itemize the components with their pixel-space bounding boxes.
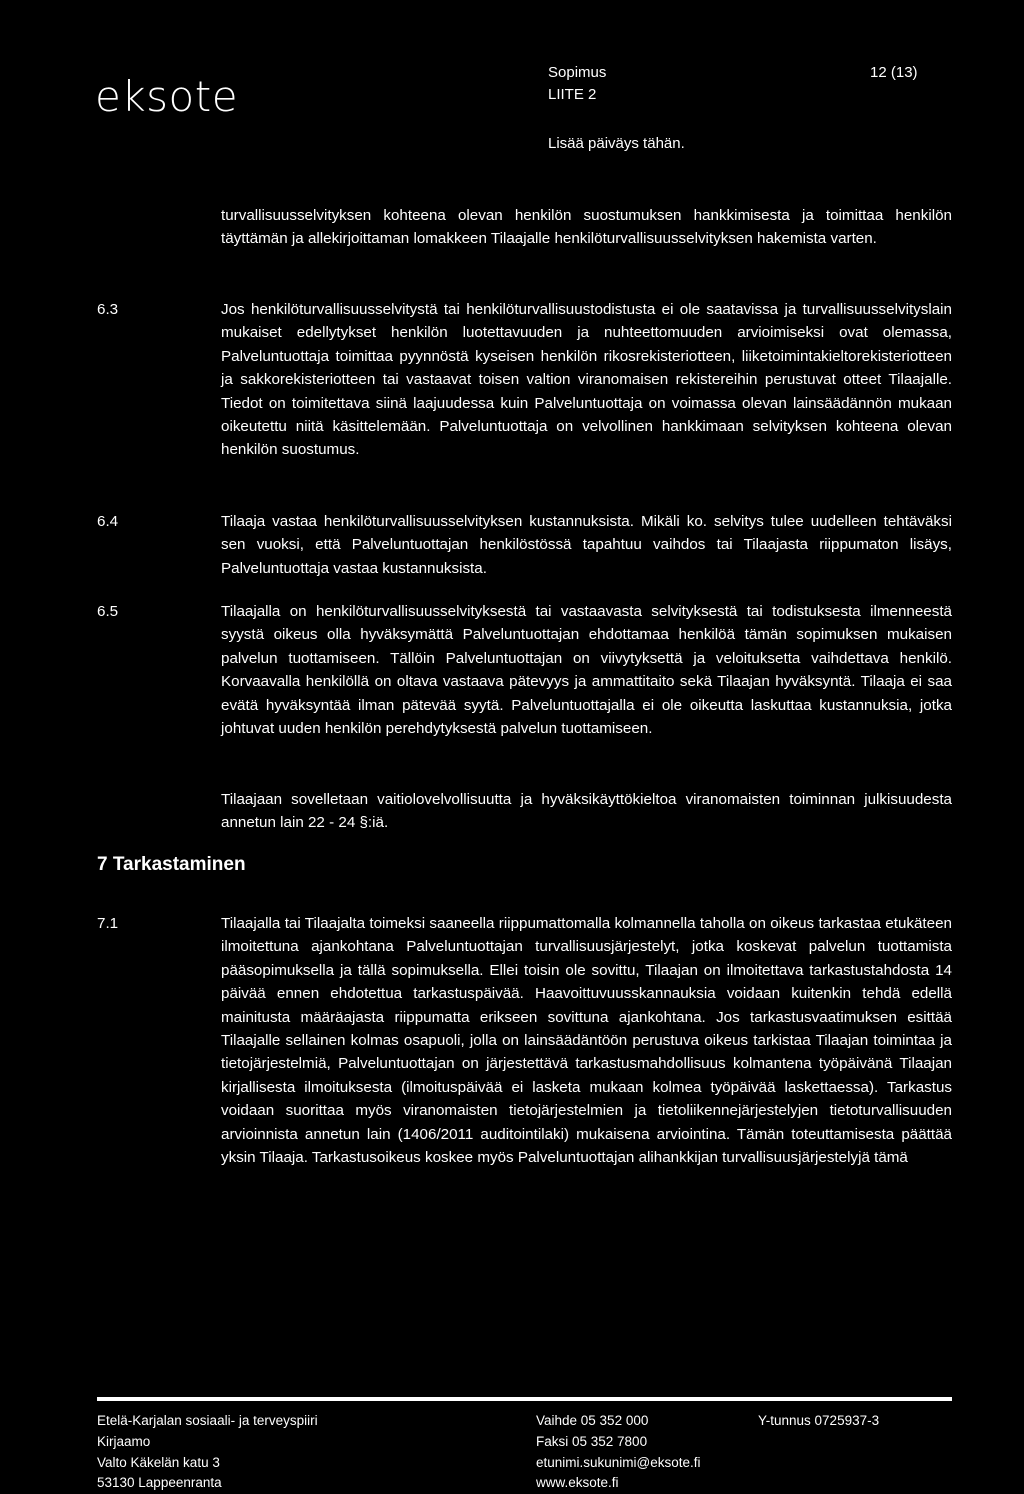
paragraph-7-1: Tilaajalla tai Tilaajalta toimeksi saaneella riippumattomalla kolmannella taholla on oikeus tarkastaa etukäteen ilmoitettuna ajankohtana Palveluntuottajan turvallisuusjärjestelyt, jotka koskevat palvelun tuottamista pääsopimuksella ja tällä sopimuksella. Ellei toisin ole sovittu, Tilaajan on ilmoitettava tarkastustahdosta 14 päivää ennen ehdotettua tarkastuspäivää. Haavoittuvuusskannauksia voidaan kuitenkin tehdä edellä mainitusta määräajasta riippumatta erikseen sovittuna ajankohtana. Jos tarkastusvaatimuksen esittää Tilaajalle sellainen kolmas osapuoli, jolla on lainsäädäntöön perustuva oikeus tarkistaa Tilaajan toimintaa ja tietojärjestelmiä, Palveluntuottajan on järjestettävä tarkastusmahdollisuus kolmantena työpäivänä Tilaajan kirjallisesta ilmoituksesta (ilmoituspäivää ei lasketa mukaan kolmea työpäivää laskettaessa). Tarkastus voidaan suorittaa myös viranomaisten tietojärjestelmien ja tietoliikennejärjestelyjen tietoturvallisuuden arvioinnista annetun lain (1406/2011 auditointilaki) mukaisena arviointina. Tämän toteuttamisesta päättää yksin Tilaaja. Tarkastusoikeus koskee myös Palveluntuottajan alihankkijan turvallisuusjärjestelyjä tämä xyxy=(221,915,952,1167)
footer-office: Kirjaamo xyxy=(97,1433,151,1449)
eksote-logo: eksote xyxy=(95,72,239,121)
annex-label: LIITE 2 xyxy=(548,86,597,103)
footer-website: www.eksote.fi xyxy=(536,1475,619,1491)
footer-id-block xyxy=(758,1411,879,1432)
date-placeholder: Lisää päiväys tähän. xyxy=(548,135,685,152)
footer-phone: Vaihde 05 352 000 xyxy=(536,1413,649,1428)
paragraph-intro: turvallisuusselvityksen kohteena olevan henkilön suostumuksen hankkimisesta ja toimittaa henkilön täyttämän ja allekirjoittaman lomakkeen Tilaajalle henkilöturvallisuusselvityksen hakemista varten. xyxy=(221,207,952,248)
paragraph-6-3: Jos henkilöturvallisuusselvitystä tai henkilöturvallisuustodistusta ei ole saatavissa ja turvallisuusselvityslain mukaiset edellytykset henkilön luotettavuuden ja nuhteettomuuden arvioimiseksi ovat olemassa, Palveluntuottaja toimittaa pyynnöstä kyseisen henkilön rikosrekisteriotteen, liiketoimintakieltorekisteriotteen ja sakkorekisteriotteen tai vastaavat toisen valtion viranomaisen rekistereihin perustuvat otteet Tilaajalle. Tiedot on toimitettava siinä laajuudessa kuin Palveluntuottaja on voimassa olevan lainsäädännön mukaan oikeutettu niitä käsittelemään. Palveluntuottaja on velvollinen hankkimaan selvityksen kohteena olevan henkilön suostumus. xyxy=(221,301,952,459)
document-type: Sopimus xyxy=(548,64,607,81)
section-number-6-3: 6.3 xyxy=(97,301,119,318)
footer-divider xyxy=(97,1397,952,1401)
section-number-7-1: 7.1 xyxy=(97,915,119,932)
footer-business-id: Y-tunnus 0725937-3 xyxy=(758,1413,880,1428)
page-footer xyxy=(0,797,1024,1491)
footer-contact-block xyxy=(536,1411,701,1494)
footer-email: etunimi.sukunimi@eksote.fi xyxy=(536,1454,701,1470)
footer-street: Valto Käkelän katu 3 xyxy=(97,1454,220,1470)
footer-city: 53130 Lappeenranta xyxy=(97,1475,222,1491)
paragraph-6-5-confidentiality: Tilaajaan sovelletaan vaitiolovelvollisuutta ja hyväksikäyttökieltoa viranomaisten toiminnan julkisuudesta annetun lain 22 - 24 §:iä. xyxy=(221,791,952,832)
section-number-6-4: 6.4 xyxy=(97,513,119,530)
paragraph-6-4: Tilaaja vastaa henkilöturvallisuusselvityksen kustannuksista. Mikäli ko. selvitys tulee uudelleen tehtäväksi sen vuoksi, että Palveluntuottajan henkilöstössä tapahtuu vaihdos tai Tilaajasta riippumaton lisäys, Palveluntuottaja vastaa kustannuksista. xyxy=(221,513,952,577)
footer-address-block xyxy=(97,1411,318,1494)
page-number: 12 (13) xyxy=(870,64,918,81)
section-number-6-5: 6.5 xyxy=(97,603,119,620)
paragraph-6-5: Tilaajalla on henkilöturvallisuusselvityksestä tai vastaavasta selvityksestä tai todistuksesta ilmenneestä syystä oikeus olla hyväksymättä Palveluntuottajan ehdottamaa henkilöä tämän sopimuksen mukaisen palvelun tuottamiseen. Tällöin Palveluntuottajan on viivytyksettä ja veloituksetta vaihdettava henkilö. Korvaavalla henkilöllä on oltava vastaava pätevyys ja ammattitaito sekä Tilaajan hyväksyntä. Tilaaja ei saa evätä hyväksyntää ilman pätevää syytä. Palveluntuottajalla ei ole oikeutta laskuttaa kustannuksia, jotka johtuvat uuden henkilön perehdytyksestä palvelun tuottamiseen. xyxy=(221,603,952,738)
footer-fax: Faksi 05 352 7800 xyxy=(536,1433,648,1449)
section-7-heading: 7 Tarkastaminen xyxy=(97,854,246,875)
footer-organization: Etelä-Karjalan sosiaali- ja terveyspiiri xyxy=(97,1413,318,1428)
